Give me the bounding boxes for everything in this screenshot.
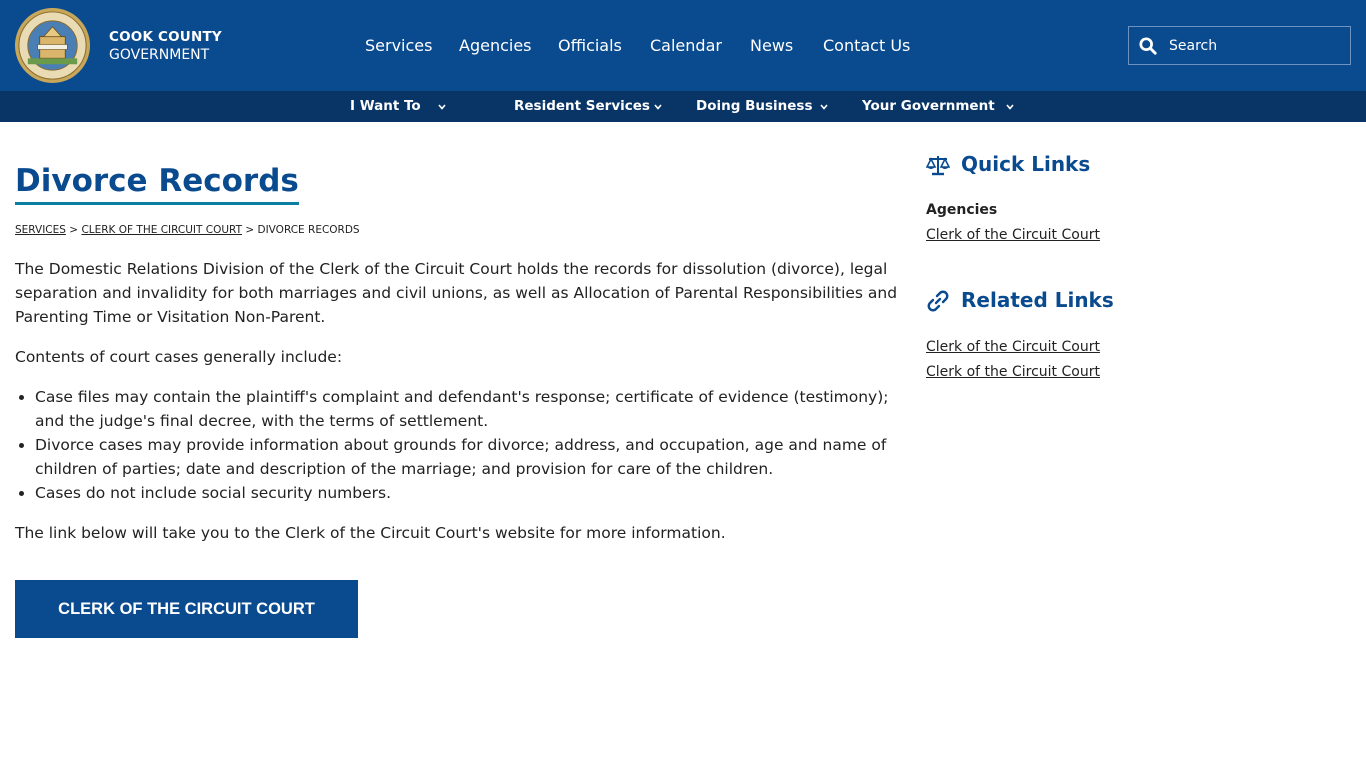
subnav-i-want-to[interactable]: I Want To [350,98,421,114]
contents-list [35,385,900,505]
breadcrumb-clerk[interactable]: CLERK OF THE CIRCUIT COURT [81,224,242,236]
cook-county-seal-logo[interactable] [14,7,91,84]
chevron-down-icon[interactable] [819,102,829,112]
subnav-doing-business[interactable]: Doing Business [696,98,813,114]
search-icon[interactable] [1139,37,1157,55]
list-item: • Case files may contain the plaintiff's complaint and defendant's response; certificate of evidence (testimony); and the judge's final decree, with the terms of settlement. [35,385,900,433]
breadcrumb-services[interactable]: SERVICES [15,224,66,236]
quick-links-title: Quick Links [961,152,1091,176]
breadcrumb-current: DIVORCE RECORDS [257,224,360,236]
breadcrumb-separator: > [69,224,79,236]
nav-agencies[interactable]: Agencies [459,36,532,55]
secondary-nav [0,91,1366,122]
chevron-down-icon[interactable] [437,102,447,112]
list-item: • Divorce cases may provide information about grounds for divorce; address, and occupation, age and name of children of parties; date and description of the marriage; and provision for care of the children. [35,433,900,481]
related-links-title: Related Links [961,288,1114,312]
agencies-label: Agencies [926,202,998,218]
nav-calendar[interactable]: Calendar [650,36,722,55]
page-title: Divorce Records [15,160,299,205]
site-header [0,0,1366,91]
nav-services[interactable]: Services [365,36,433,55]
nav-officials[interactable]: Officials [558,36,622,55]
subnav-resident-services[interactable]: Resident Services [514,98,650,114]
article-body [15,257,900,561]
subnav-your-government[interactable]: Your Government [862,98,995,114]
brand-line-1: COOK COUNTY [109,29,222,45]
link-chain-icon [926,290,950,312]
related-clerk-link[interactable]: Clerk of the Circuit Court [926,339,1100,355]
nav-news[interactable]: News [750,36,794,55]
breadcrumb-separator: > [245,224,255,236]
related-clerk-link[interactable]: Clerk of the Circuit Court [926,364,1100,380]
clerk-circuit-court-button[interactable]: CLERK OF THE CIRCUIT COURT [15,580,358,638]
brand-line-2: GOVERNMENT [109,47,210,63]
agencies-clerk-link[interactable]: Clerk of the Circuit Court [926,227,1100,243]
nav-contact-us[interactable]: Contact Us [823,36,911,55]
breadcrumb [15,224,360,236]
search-box[interactable] [1128,26,1351,65]
closing-paragraph: The link below will take you to the Clerk of the Circuit Court's website for more information. [15,524,726,542]
list-item: • Cases do not include social security numbers. [35,481,900,505]
chevron-down-icon[interactable] [1005,102,1015,112]
intro-paragraph: The Domestic Relations Division of the Clerk of the Circuit Court holds the records for dissolution (divorce), legal separation and invalidity for both marriages and civil unions, as well as Allocation of Parental Responsibilities and Parenting Time or Visitation Non-Parent. [15,260,898,326]
site-brand[interactable] [109,28,222,64]
chevron-down-icon[interactable] [653,102,663,112]
scales-icon [926,154,950,176]
contents-heading: Contents of court cases generally include: [15,348,343,366]
search-input[interactable] [1169,35,1339,57]
